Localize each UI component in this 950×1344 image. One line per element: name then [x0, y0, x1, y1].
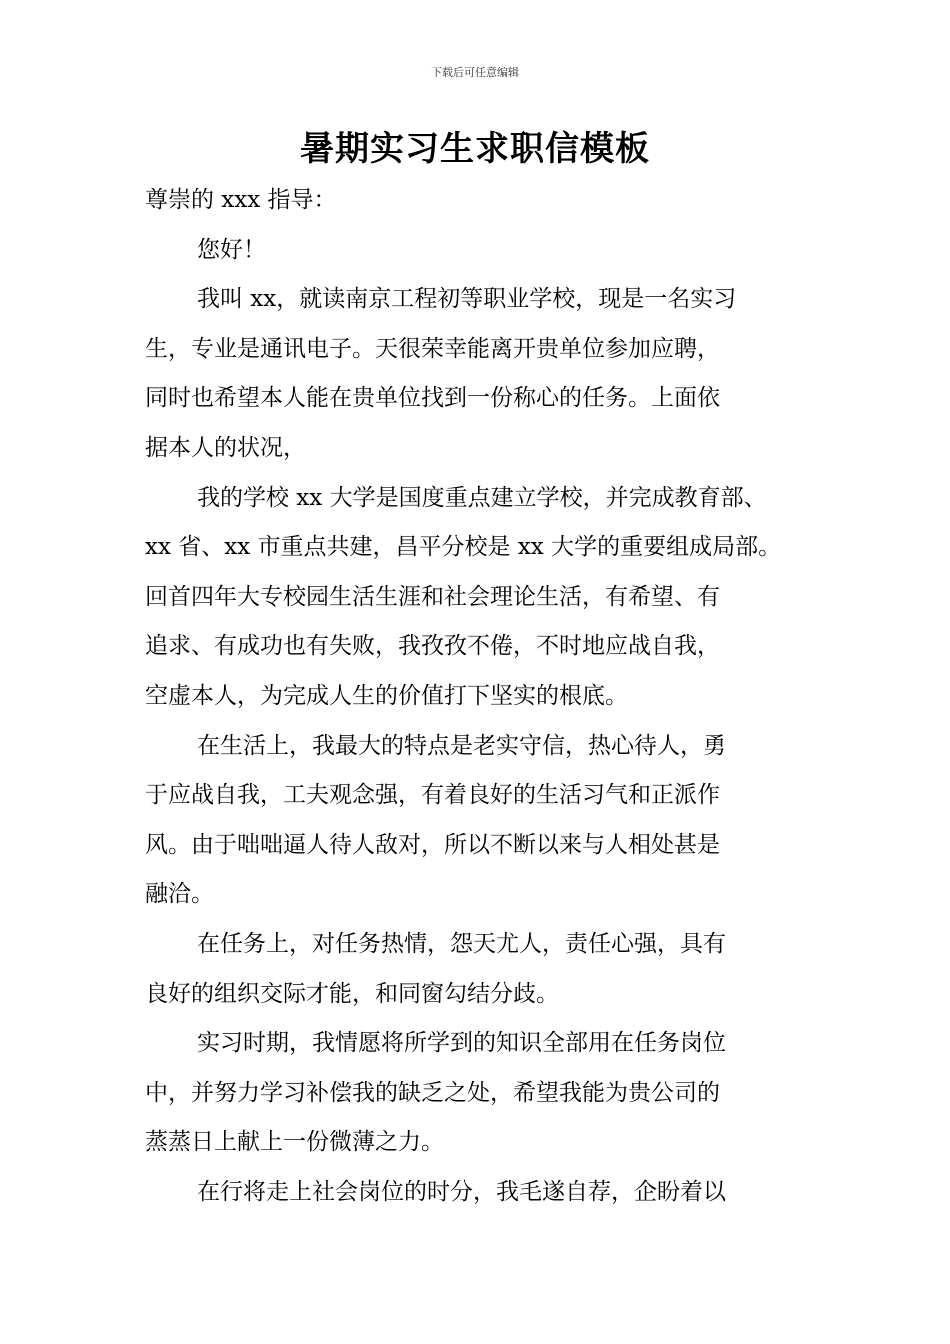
paragraph-line: 回首四年大专校园生活生涯和社会理论生活，有希望、有	[145, 583, 720, 610]
paragraph-line: 空虚本人，为完成人生的价值打下坚实的根底。	[145, 682, 628, 709]
paragraph-3	[145, 722, 815, 920]
letter-body	[145, 176, 815, 1217]
salutation: 尊崇的 xxx 指导：	[145, 187, 337, 213]
paragraph-line: 生，专业是通讯电子。天很荣幸能离开贵单位参加应聘，	[145, 335, 720, 362]
paragraph-line: 风。由于咄咄逼人待人敌对，所以不断以来与人相处甚是	[145, 831, 720, 858]
paragraph-5	[145, 1019, 815, 1168]
paragraph-line: 中，并努力学习补偿我的缺乏之处，希望我能为贵公司的	[145, 1079, 720, 1106]
page-title: 暑期实习生求职信模板	[300, 129, 650, 169]
paragraph-2	[145, 474, 815, 722]
paragraph-line: 在任务上，对任务热情，怨天尤人，责任心强，具有	[197, 930, 726, 957]
paragraph-line: 实习时期，我情愿将所学到的知识全部用在任务岗位	[197, 1030, 726, 1057]
paragraph-line: 在生活上，我最大的特点是老实守信，热心待人，勇	[197, 732, 726, 759]
paragraph-line: xx 省、xx 市重点共建，昌平分校是 xx 大学的重要组成局部。	[145, 534, 782, 561]
paragraph-line: 我叫 xx，就读南京工程初等职业学校，现是一名实习	[197, 286, 737, 313]
paragraph-1	[145, 275, 815, 473]
paragraph-line: 融洽。	[145, 881, 214, 908]
paragraph-line: 据本人的状况，	[145, 434, 306, 461]
paragraph-6	[145, 1168, 815, 1218]
paragraph-4	[145, 920, 815, 1019]
greeting: 您好！	[197, 236, 266, 263]
paragraph-line: 在行将走上社会岗位的时分，我毛遂自荐，企盼着以	[197, 1178, 726, 1205]
paragraph-line: 蒸蒸日上献上一份微薄之力。	[145, 1129, 444, 1156]
paragraph-line: 于应战自我，工夫观念强，有着良好的生活习气和正派作	[145, 782, 720, 809]
header-note: 下载后可任意编辑	[431, 66, 519, 79]
paragraph-line: 良好的组织交际才能，和同窗勾结分歧。	[145, 980, 559, 1007]
paragraph-line: 追求、有成功也有失败，我孜孜不倦，不时地应战自我，	[145, 633, 720, 660]
paragraph-line: 我的学校 xx 大学是国度重点建立学校，并完成教育部、	[197, 484, 767, 511]
paragraph-line: 同时也希望本人能在贵单位找到一份称心的任务。上面依	[145, 385, 720, 412]
